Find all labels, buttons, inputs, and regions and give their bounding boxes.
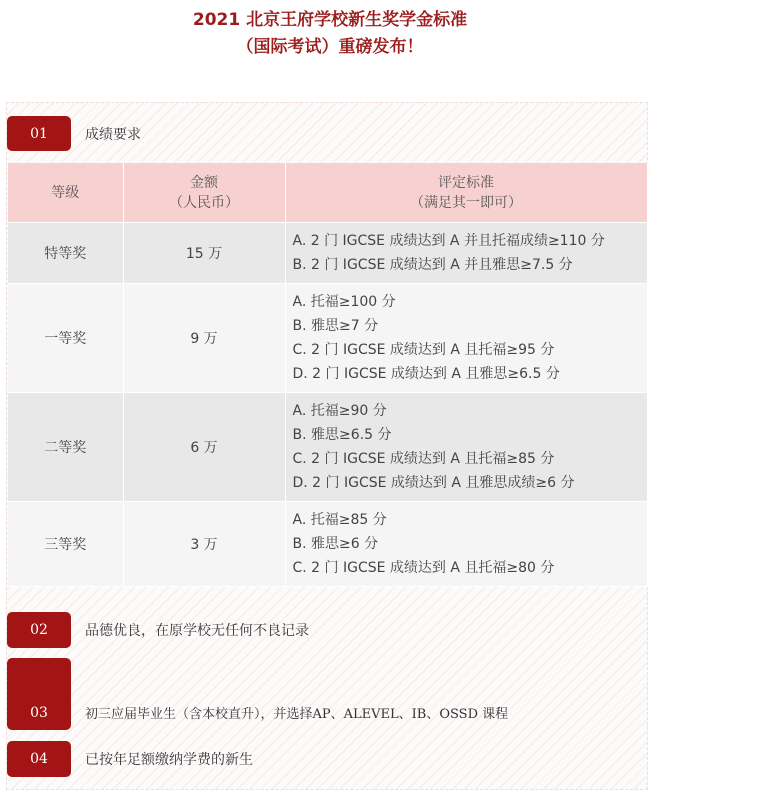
row-amount: 15 万 xyxy=(123,223,285,284)
table-row xyxy=(8,223,647,284)
header-criteria-label: 评定标准 xyxy=(438,174,494,191)
header-level xyxy=(8,163,123,223)
criteria-item: C. 2 门 IGCSE 成绩达到 A 且托福≥95 分 xyxy=(292,342,555,358)
section-number: 04 xyxy=(30,751,48,767)
criteria-item: A. 托福≥90 分 xyxy=(292,403,387,419)
section-requirement: 已按年足额缴纳学费的新生 xyxy=(85,752,253,768)
row-level: 二等奖 xyxy=(8,393,123,502)
criteria-item: D. 2 门 IGCSE 成绩达到 A 且雅思成绩≥6 分 xyxy=(292,475,575,491)
criteria-item: C. 2 门 IGCSE 成绩达到 A 且托福≥80 分 xyxy=(292,560,555,576)
criteria-item: D. 2 门 IGCSE 成绩达到 A 且雅思≥6.5 分 xyxy=(292,366,560,382)
header-amount xyxy=(123,163,285,223)
criteria-item: B. 雅思≥7 分 xyxy=(292,318,379,334)
criteria-item: C. 2 门 IGCSE 成绩达到 A 且托福≥85 分 xyxy=(292,451,555,467)
header-amount-label: 金额 xyxy=(190,174,218,191)
criteria-item: B. 2 门 IGCSE 成绩达到 A 并且雅思≥7.5 分 xyxy=(292,257,573,273)
section-requirement: 成绩要求 xyxy=(85,127,141,143)
page-title: 2021 北京王府学校新生奖学金标准 xyxy=(192,10,468,30)
section-number: 03 xyxy=(30,705,48,721)
section-number-badge xyxy=(7,612,71,648)
header-level-label: 等级 xyxy=(51,184,80,201)
row-criteria xyxy=(285,223,647,284)
criteria-item: B. 雅思≥6 分 xyxy=(292,536,379,552)
header-criteria xyxy=(285,163,647,223)
row-amount: 9 万 xyxy=(123,284,285,393)
row-criteria xyxy=(285,502,647,587)
table-row xyxy=(8,393,647,502)
header-amount-unit: （人民币） xyxy=(169,194,239,211)
section-number-badge xyxy=(7,741,71,777)
scholarship-table xyxy=(8,163,648,587)
row-criteria xyxy=(285,393,647,502)
criteria-item: A. 托福≥85 分 xyxy=(292,512,387,528)
page-subtitle: （国际考试）重磅发布！ xyxy=(236,37,424,57)
table-row xyxy=(8,284,647,393)
row-criteria xyxy=(285,284,647,393)
criteria-item: A. 2 门 IGCSE 成绩达到 A 并且托福成绩≥110 分 xyxy=(292,233,605,249)
section-requirement: 品德优良，在原学校无任何不良记录 xyxy=(85,623,309,639)
row-level: 三等奖 xyxy=(8,502,123,587)
row-amount: 3 万 xyxy=(123,502,285,587)
section-number: 02 xyxy=(30,622,48,638)
row-level: 特等奖 xyxy=(8,223,123,284)
criteria-item: A. 托福≥100 分 xyxy=(292,294,396,310)
table-row xyxy=(8,502,647,587)
row-level: 一等奖 xyxy=(8,284,123,393)
table-header-row xyxy=(8,163,647,223)
section-requirement: 初三应届毕业生（含本校直升），并选择AP、ALEVEL、IB、OSSD 课程 xyxy=(85,707,509,722)
section-number: 01 xyxy=(30,125,48,142)
header-criteria-note: （满足其一即可） xyxy=(410,194,522,211)
section-number-badge xyxy=(7,116,71,151)
section-number-badge xyxy=(7,658,71,730)
row-amount: 6 万 xyxy=(123,393,285,502)
criteria-item: B. 雅思≥6.5 分 xyxy=(292,427,392,443)
